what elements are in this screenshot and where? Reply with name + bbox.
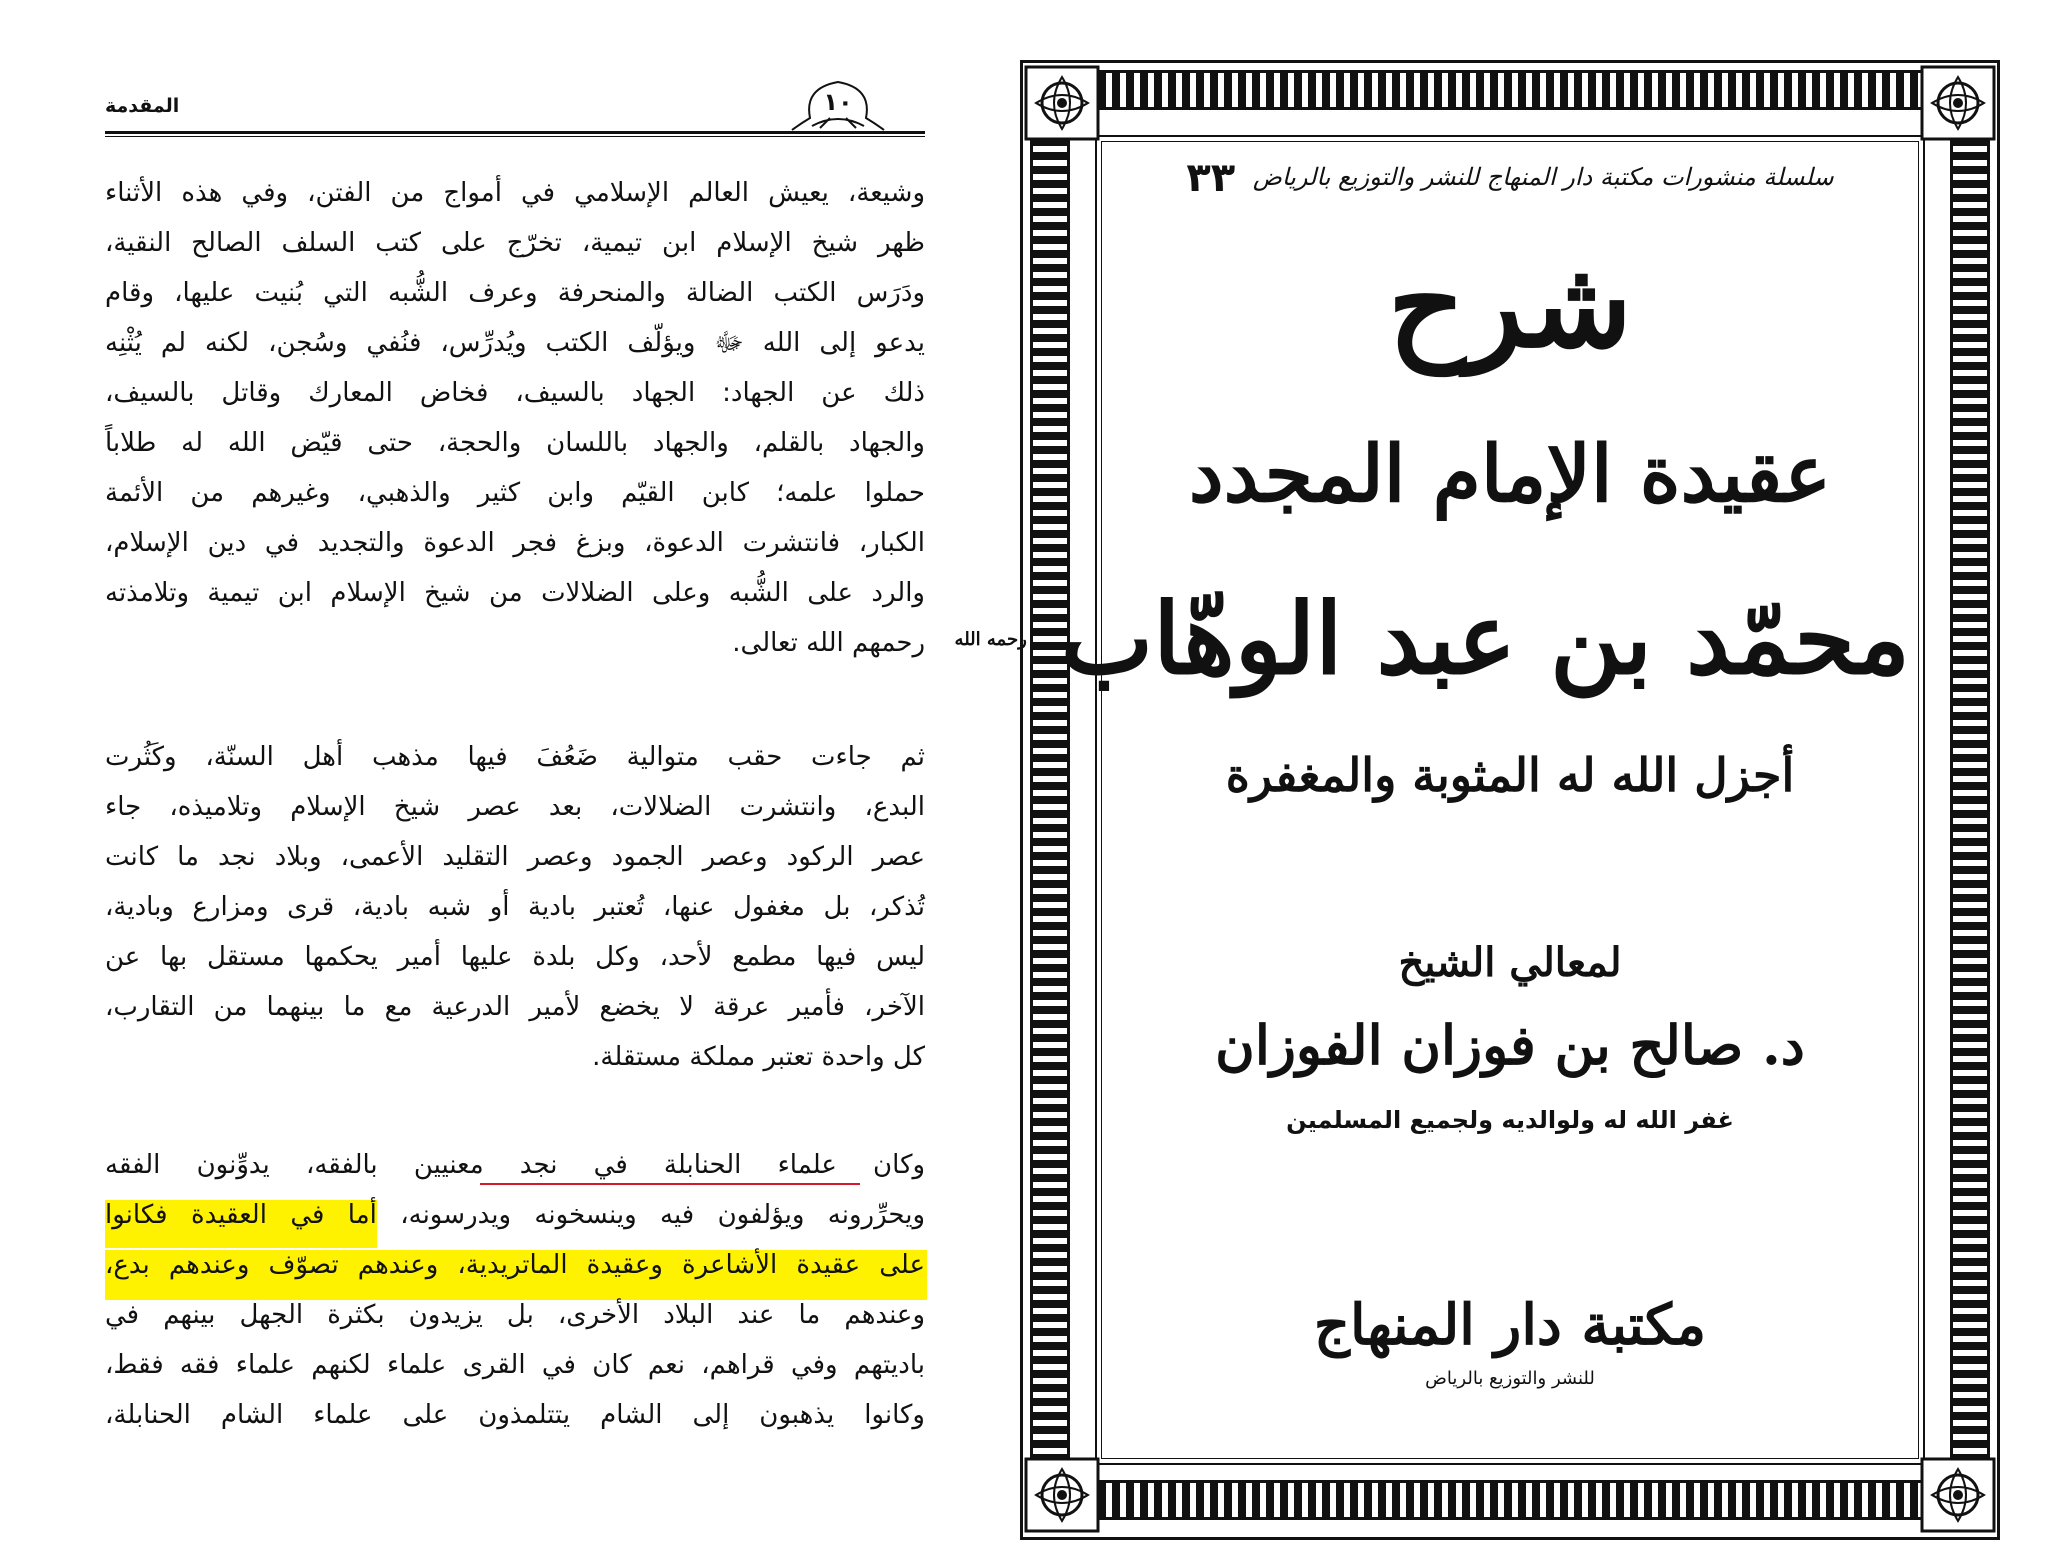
paragraph-3 bbox=[105, 1140, 925, 1440]
title-dua: أجزل الله له المثوبة والمغفرة bbox=[1225, 748, 1795, 802]
text-line: حملوا علمه؛ كابن القيّم وابن كثير والذهبي، وغيرهم من الأئمة bbox=[105, 478, 925, 508]
text-line: ظهر شيخ الإسلام ابن تيمية، تخرّج على كتب السلف الصالح النقية، bbox=[105, 228, 925, 258]
text-line: وشيعة، يعيش العالم الإسلامي في أمواج من الفتن، وفي هذه الأثناء bbox=[105, 178, 925, 208]
corner-ornament-icon bbox=[1918, 1455, 1998, 1535]
paragraph-2 bbox=[105, 732, 925, 1082]
text-line: وكانوا يذهبون إلى الشام يتتلمذون على علماء الشام الحنابلة، bbox=[105, 1400, 925, 1430]
text-line: وكان علماء الحنابلة في نجد معنيين بالفقه، يدوِّنون الفقه bbox=[105, 1150, 925, 1180]
text-line: باديتهم وفي قراهم، نعم كان في القرى علماء لكنهم علماء فقه فقط، bbox=[105, 1350, 925, 1380]
title-sharh: شرح bbox=[1387, 234, 1633, 375]
title-name-text: محمّد بن عبد الوهّاب bbox=[1060, 582, 1910, 697]
text-line: الكبار، فانتشرت الدعوة، وبزغ فجر الدعوة والتجديد في دين الإسلام، bbox=[105, 528, 925, 558]
text-line: الآخر، فأمير عرقة لا يخضع لأمير الدرعية مع ما بينهما من التقارب، bbox=[105, 992, 925, 1022]
text-line: يدعو إلى الله ﷻ ويؤلّف الكتب ويُدرِّس، فنُفي وسُجن، لكنه لم يُثْنِه bbox=[105, 328, 925, 358]
text-line: ودَرَس الكتب الضالة والمنحرفة وعرف الشُّبه التي بُنيت عليها، وقام bbox=[105, 278, 925, 308]
border-band-right bbox=[1950, 135, 1990, 1465]
text-line-highlighted: على عقيدة الأشاعرة وعقيدة الماتريدية، وعندهم تصوّف وعندهم بدع، bbox=[105, 1250, 925, 1280]
text-line: والجهاد بالقلم، والجهاد باللسان والحجة، حتى قيّض الله له طلاباً bbox=[105, 428, 925, 458]
text-line: البدع، وانتشرت الضلالات، بعد عصر شيخ الإسلام وتلاميذه، جاء bbox=[105, 792, 925, 822]
border-band-top bbox=[1095, 70, 1925, 110]
text-line: وعندهم ما عند البلاد الأخرى، بل يزيدون بكثرة الجهل بينهم في bbox=[105, 1300, 925, 1330]
publisher-subtitle: للنشر والتوزيع بالرياض bbox=[1425, 1368, 1595, 1389]
author-name: د. صالح بن فوزان الفوزان bbox=[1215, 1013, 1805, 1077]
author-dua: غفر الله له ولوالديه ولجميع المسلمين bbox=[1286, 1106, 1734, 1134]
border-band-left bbox=[1030, 135, 1070, 1465]
section-label: المقدمة bbox=[105, 95, 180, 117]
by-label: لمعالي الشيخ bbox=[1398, 939, 1622, 986]
title-name-suffix: رحمه الله bbox=[954, 629, 1027, 650]
page-number: ١٠ bbox=[823, 88, 853, 116]
text-line: والرد على الشُّبه وعلى الضلالات من شيخ الإسلام ابن تيمية وتلامذته bbox=[105, 578, 925, 608]
text-line: تُذكر، بل مغفول عنها، تُعتبر بادية أو شبه بادية، قرى ومزارع وبادية، bbox=[105, 892, 925, 922]
corner-ornament-icon bbox=[1022, 1455, 1102, 1535]
corner-ornament-icon bbox=[1022, 63, 1102, 143]
series-text: سلسلة منشورات مكتبة دار المنهاج للنشر والتوزيع بالرياض bbox=[1252, 163, 1834, 191]
title-aqida: عقيدة الإمام المجدد bbox=[1188, 429, 1832, 520]
text-line: ليس فيها مطمع لأحد، وكل بلدة عليها أمير يحكمها مستقل بها عن bbox=[105, 942, 925, 972]
text-line: ثم جاءت حقب متوالية ضَعُفَ فيها مذهب أهل السنّة، وكَثُرت bbox=[105, 742, 925, 772]
series-number: ٣٣ bbox=[1186, 155, 1236, 201]
paragraph-1 bbox=[105, 168, 925, 668]
text-line: ويحرِّرونه ويؤلفون فيه وينسخونه ويدرسونه، أما في العقيدة فكانوا bbox=[105, 1200, 925, 1230]
border-band-bottom bbox=[1095, 1480, 1925, 1520]
title-name bbox=[954, 582, 1910, 697]
text-line: ذلك عن الجهاد: الجهاد بالسيف، فخاض المعارك وقاتل بالسيف، bbox=[105, 378, 925, 408]
title-page bbox=[954, 55, 2010, 1555]
series-line bbox=[1130, 155, 1890, 201]
text-line: كل واحدة تعتبر مملكة مستقلة. bbox=[592, 1042, 925, 1072]
left-page bbox=[0, 0, 1000, 1568]
text-line: رحمهم الله تعالى. bbox=[732, 628, 925, 658]
header-rule-thin bbox=[105, 136, 925, 137]
header-rule bbox=[105, 131, 925, 134]
publisher-logo: مكتبة دار المنهاج bbox=[1313, 1292, 1707, 1358]
corner-ornament-icon bbox=[1918, 63, 1998, 143]
text-line: عصر الركود وعصر الجمود وعصر التقليد الأعمى، وبلاد نجد ما كانت bbox=[105, 842, 925, 872]
